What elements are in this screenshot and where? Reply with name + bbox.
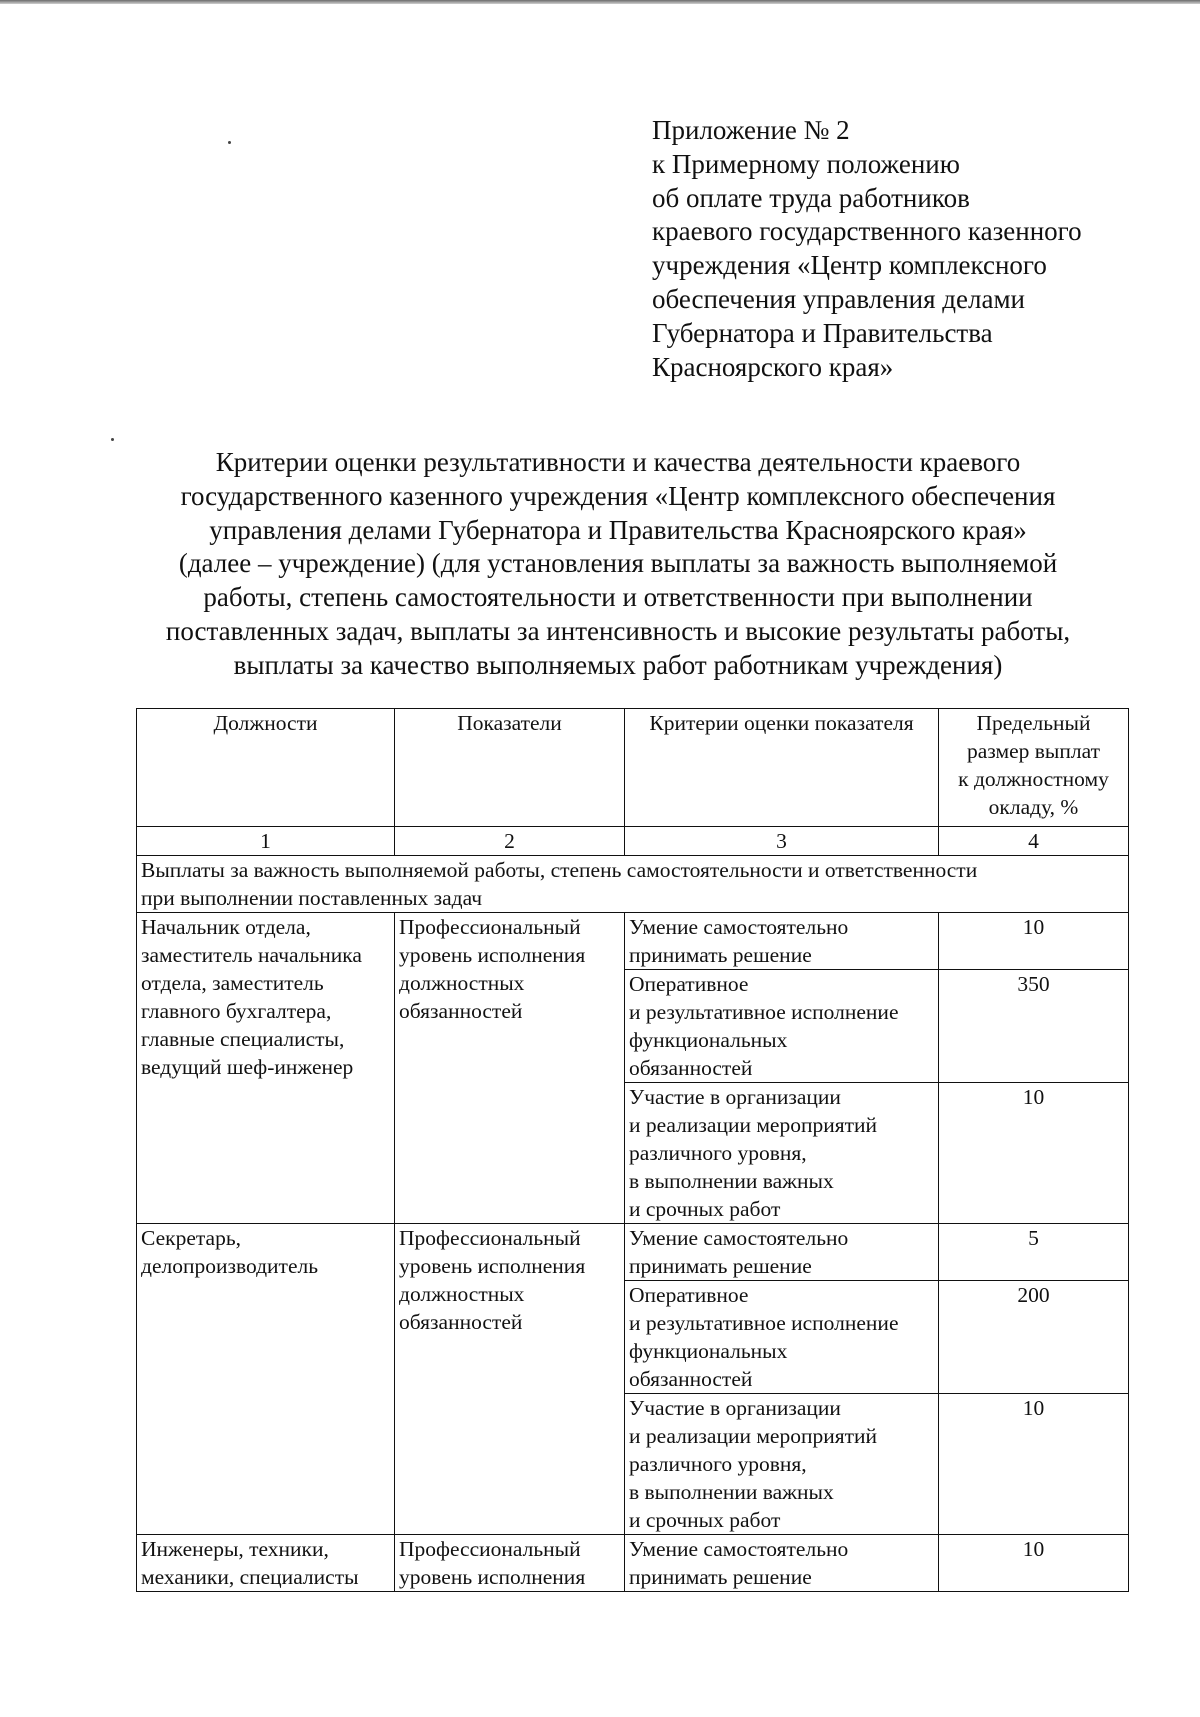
criterion-text: обязанностей — [629, 1367, 753, 1391]
indicator-text: Профессиональный — [399, 1537, 581, 1561]
criterion-text: принимать решение — [629, 1565, 812, 1589]
header-text: Критерии оценки показателя — [649, 711, 914, 735]
criterion-text: и реализации мероприятий — [629, 1113, 878, 1137]
annex-line: обеспечения управления делами — [652, 283, 1025, 314]
header-text: Должности — [213, 711, 318, 735]
column-number: 1 — [137, 827, 395, 856]
header-indicator — [395, 709, 625, 827]
criterion-text: принимать решение — [629, 1254, 812, 1278]
indicator-cell — [395, 1224, 625, 1535]
criterion-cell — [625, 1281, 939, 1394]
criterion-text: и результативное исполнение — [629, 1000, 899, 1024]
scan-top-edge — [0, 0, 1200, 4]
criterion-cell — [625, 1394, 939, 1535]
annex-header — [652, 114, 1172, 384]
header-row — [137, 709, 1129, 827]
annex-line: к Примерному положению — [652, 148, 960, 179]
criterion-text: различного уровня, — [629, 1141, 807, 1165]
indicator-text: Профессиональный — [399, 915, 581, 939]
title-line: государственного казенного учреждения «Центр комплексного обеспечения — [180, 480, 1056, 511]
section-text: Выплаты за важность выполняемой работы, степень самостоятельности и ответственности — [141, 858, 978, 882]
column-number: 3 — [625, 827, 939, 856]
scan-speck — [111, 438, 114, 441]
limit-value: 5 — [939, 1224, 1129, 1281]
position-text: отдела, заместитель — [141, 971, 324, 995]
criterion-text: и реализации мероприятий — [629, 1424, 878, 1448]
scan-speck — [228, 141, 231, 144]
indicator-cell — [395, 1535, 625, 1592]
indicator-text: уровень исполнения — [399, 1565, 586, 1589]
annex-line: учреждения «Центр комплексного — [652, 250, 1047, 281]
limit-value: 350 — [939, 970, 1129, 1083]
table-row — [137, 913, 1129, 970]
column-number: 4 — [939, 827, 1129, 856]
criterion-text: различного уровня, — [629, 1452, 807, 1476]
indicator-text: Профессиональный — [399, 1226, 581, 1250]
criterion-text: Участие в организации — [629, 1396, 841, 1420]
table-row — [137, 1224, 1129, 1281]
criterion-text: Умение самостоятельно — [629, 1537, 849, 1561]
position-text: главного бухгалтера, — [141, 999, 332, 1023]
criterion-cell — [625, 1224, 939, 1281]
limit-value: 200 — [939, 1281, 1129, 1394]
section-heading — [137, 856, 1129, 913]
position-text: Инженеры, техники, — [141, 1537, 329, 1561]
criterion-text: Умение самостоятельно — [629, 915, 849, 939]
criterion-cell — [625, 1535, 939, 1592]
criteria-table — [136, 708, 1129, 1592]
title-line: выплаты за качество выполняемых работ работникам учреждения) — [233, 649, 1003, 680]
limit-value: 10 — [939, 1535, 1129, 1592]
position-cell — [137, 1224, 395, 1535]
criterion-text: и срочных работ — [629, 1508, 781, 1532]
indicator-text: уровень исполнения — [399, 1254, 586, 1278]
table-row — [137, 1535, 1129, 1592]
criterion-text: обязанностей — [629, 1056, 753, 1080]
section-text: при выполнении поставленных задач — [141, 886, 483, 910]
criterion-text: Участие в организации — [629, 1085, 841, 1109]
header-limit — [939, 709, 1129, 827]
criterion-text: и срочных работ — [629, 1197, 781, 1221]
position-text: механики, специалисты — [141, 1565, 359, 1589]
criterion-text: Оперативное — [629, 972, 749, 996]
criterion-text: и результативное исполнение — [629, 1311, 899, 1335]
criterion-cell — [625, 970, 939, 1083]
annex-line: краевого государственного казенного — [652, 216, 1082, 247]
header-criteria — [625, 709, 939, 827]
title-line: управления делами Губернатора и Правительства Красноярского края» — [209, 514, 1027, 545]
criterion-cell — [625, 913, 939, 970]
annex-line: об оплате труда работников — [652, 182, 970, 213]
indicator-text: уровень исполнения — [399, 943, 586, 967]
position-text: главные специалисты, — [141, 1027, 345, 1051]
position-cell — [137, 1535, 395, 1592]
title-line: (далее – учреждение) (для установления выплаты за важность выполняемой — [178, 548, 1058, 579]
annex-line: Красноярского края» — [652, 351, 894, 382]
column-number: 2 — [395, 827, 625, 856]
title-line: работы, степень самостоятельности и ответственности при выполнении — [203, 582, 1033, 613]
title-line: поставленных задач, выплаты за интенсивность и высокие результаты работы, — [165, 615, 1071, 646]
indicator-text: обязанностей — [399, 999, 523, 1023]
column-number-row — [137, 827, 1129, 856]
indicator-text: обязанностей — [399, 1310, 523, 1334]
title-line: Критерии оценки результативности и качества деятельности краевого — [215, 447, 1021, 477]
position-text: Начальник отдела, — [141, 915, 311, 939]
criterion-text: в выполнении важных — [629, 1169, 834, 1193]
document-title — [110, 446, 1126, 683]
limit-value: 10 — [939, 913, 1129, 970]
header-text: размер выплат — [967, 739, 1100, 763]
criterion-text: принимать решение — [629, 943, 812, 967]
header-text: Предельный — [976, 711, 1091, 735]
header-position — [137, 709, 395, 827]
criterion-text: функциональных — [629, 1339, 788, 1363]
annex-line: Приложение № 2 — [652, 115, 850, 145]
criterion-cell — [625, 1083, 939, 1224]
indicator-cell — [395, 913, 625, 1224]
limit-value: 10 — [939, 1083, 1129, 1224]
annex-line: Губернатора и Правительства — [652, 317, 993, 348]
position-text: делопроизводитель — [141, 1254, 319, 1278]
criterion-text: Оперативное — [629, 1283, 749, 1307]
criterion-text: в выполнении важных — [629, 1480, 834, 1504]
position-cell — [137, 913, 395, 1224]
header-text: к должностному — [958, 767, 1109, 791]
header-text: окладу, % — [988, 795, 1079, 819]
position-text: Секретарь, — [141, 1226, 242, 1250]
criterion-text: Умение самостоятельно — [629, 1226, 849, 1250]
indicator-text: должностных — [399, 971, 525, 995]
limit-value: 10 — [939, 1394, 1129, 1535]
position-text: ведущий шеф-инженер — [141, 1055, 354, 1079]
indicator-text: должностных — [399, 1282, 525, 1306]
section-row — [137, 856, 1129, 913]
criterion-text: функциональных — [629, 1028, 788, 1052]
header-text: Показатели — [457, 711, 562, 735]
position-text: заместитель начальника — [141, 943, 362, 967]
